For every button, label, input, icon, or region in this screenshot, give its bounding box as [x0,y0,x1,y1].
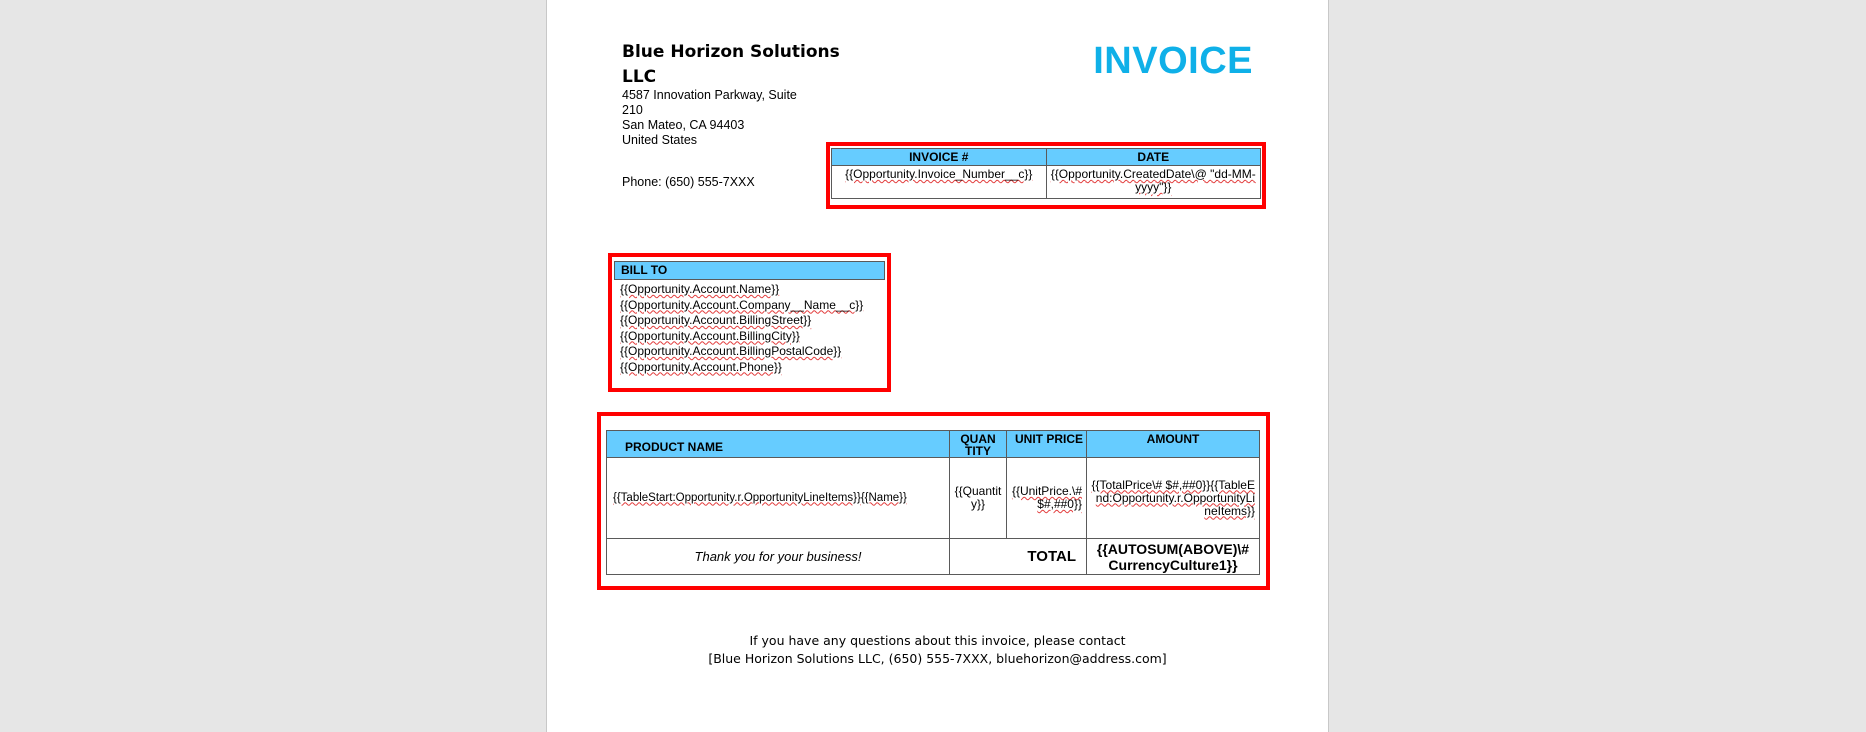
address-line2: 210 [622,103,643,117]
bill-to-section [614,261,885,375]
total-value: {{AUTOSUM(ABOVE)\# CurrencyCulture1}} [1096,540,1250,573]
address-line1: 4587 Innovation Parkway, Suite [622,88,797,102]
bill-to-line: {{Opportunity.Account.Company__Name__c}} [620,297,864,312]
line-items-table [606,430,1260,575]
invoice-meta-table [831,148,1261,199]
invoice-number-field[interactable] [832,166,1047,199]
total-label: TOTAL [950,539,1087,575]
amount-cell[interactable] [1087,458,1260,539]
date-field[interactable] [1046,166,1261,199]
unit-price-value: {{UnitPrice.\# $#,##0}} [1011,484,1082,511]
footer-line1: If you have any questions about this invoice, please contact [749,633,1126,648]
thank-you-note: Thank you for your business! [607,539,950,575]
date-value: {{Opportunity.CreatedDate\@ "dd-MM-yyyy"}} [1050,167,1256,194]
invoice-number-value: {{Opportunity.Invoice_Number__c}} [845,167,1033,181]
phone: Phone: (650) 555-7XXX [622,175,755,189]
bill-to-line: {{Opportunity.Account.Name}} [620,282,780,296]
amount-value: {{TotalPrice\# $#,##0}}{{TableEnd:Opportunity.r.OpportunityLineItems}} [1091,477,1255,518]
document-page [546,0,1329,732]
product-name-value: {{TableStart:Opportunity.r.OpportunityLineItems}}{{Name}} [613,491,907,504]
bill-to-line: {{Opportunity.Account.BillingCity}} [620,328,800,343]
invoice-title: INVOICE [1093,40,1253,82]
footer-contact: [Blue Horizon Solutions LLC, (650) 555-7XXX, bluehorizon@address.com] [708,651,1167,666]
header-date: DATE [1046,149,1261,166]
bill-to-line: {{Opportunity.Account.BillingStreet}} [620,313,812,327]
header-amount: AMOUNT [1087,431,1260,458]
company-name: Blue Horizon Solutions LLC [622,42,840,87]
product-name-cell[interactable] [607,458,950,539]
country: United States [622,133,698,147]
quantity-value: {{Quantity}} [954,484,1002,511]
header-unit-price: UNIT PRICE [1007,431,1087,458]
header-quantity: QUAN TITY [950,431,1007,458]
quantity-cell[interactable] [950,458,1007,539]
bill-to-header: BILL TO [614,261,885,280]
city-line: San Mateo, CA 94403 [622,118,745,132]
bill-to-line: {{Opportunity.Account.BillingPostalCode}} [620,344,842,358]
header-product-name: PRODUCT NAME [607,431,950,458]
unit-price-cell[interactable] [1007,458,1087,539]
total-field[interactable] [1087,539,1260,575]
bill-to-line: {{Opportunity.Account.Phone}} [620,359,782,374]
header-invoice-number: INVOICE # [832,149,1047,166]
